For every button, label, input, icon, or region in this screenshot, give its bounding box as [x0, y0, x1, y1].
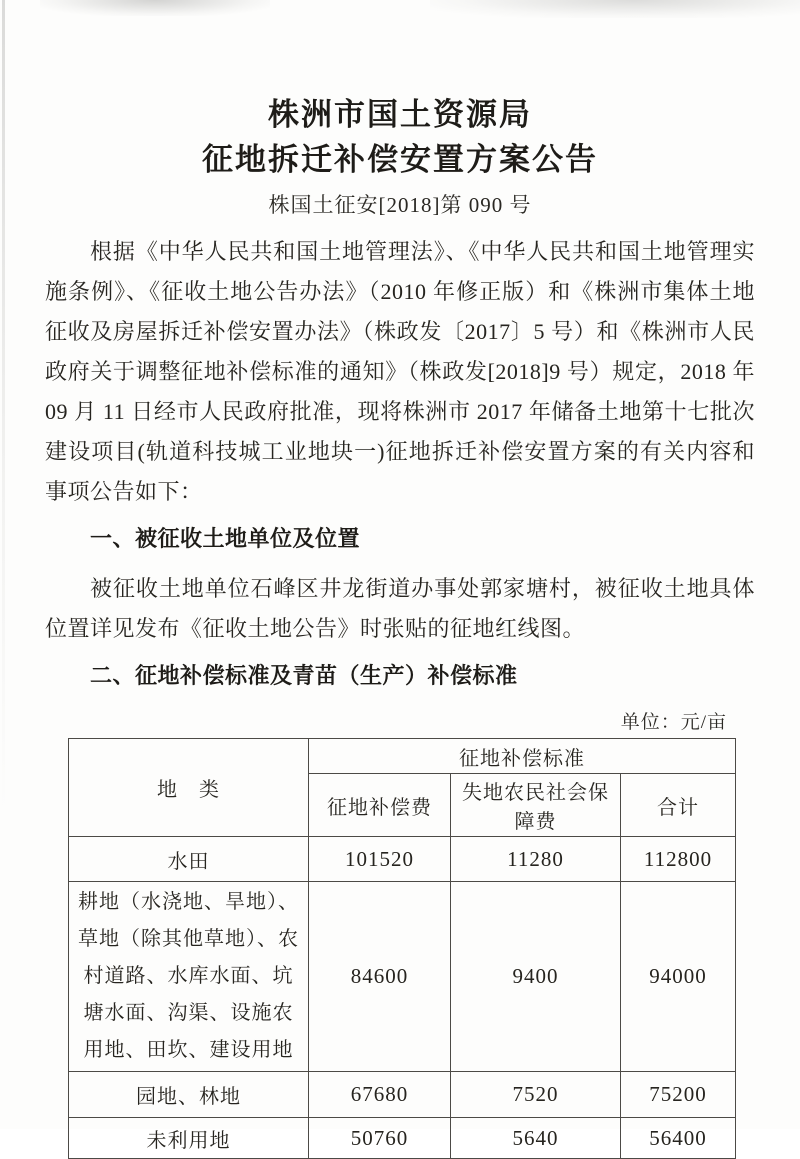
cell-social-security: 5640	[451, 1118, 621, 1159]
cell-land-type: 园地、林地	[69, 1072, 309, 1118]
cell-social-security: 11280	[451, 837, 621, 882]
section2-heading: 二、征地补偿标准及青苗（生产）补偿标准	[90, 663, 518, 688]
cell-land-type: 水田	[69, 837, 309, 882]
table-row-garden-forest	[69, 1072, 736, 1118]
cell-compensation: 67680	[309, 1072, 451, 1118]
title-block	[45, 92, 755, 222]
table-header-total: 合计	[621, 774, 736, 837]
cell-compensation: 101520	[309, 837, 451, 882]
compensation-standards-table	[68, 738, 736, 1159]
cell-social-security: 7520	[451, 1072, 621, 1118]
table-row-unused-land	[69, 1118, 736, 1159]
table-row-paddy-field	[69, 837, 736, 882]
table-header-row-1	[69, 739, 736, 774]
document-number: 株国土征安[2018]第 090 号	[268, 193, 532, 217]
cell-social-security: 9400	[451, 882, 621, 1072]
table-header-compensation: 征地补偿费	[309, 774, 451, 837]
table-header-group: 征地补偿标准	[309, 739, 736, 774]
table-header-land-type: 地 类	[69, 739, 309, 837]
cell-total: 75200	[621, 1072, 736, 1118]
document-title-line1: 株洲市国土资源局	[268, 97, 532, 132]
cell-compensation: 84600	[309, 882, 451, 1072]
table-row-arable-land	[69, 882, 736, 1072]
table-unit-label: 单位：元/亩	[620, 712, 727, 733]
section1-heading: 一、被征收土地单位及位置	[90, 526, 361, 551]
scan-smudge-top-left	[40, 0, 270, 16]
scan-smudge-top-right	[430, 0, 800, 18]
scan-edge-line	[2, 0, 5, 813]
cell-land-type: 未利用地	[69, 1118, 309, 1159]
cell-total: 94000	[621, 882, 736, 1072]
document-title-line2: 征地拆迁补偿安置方案公告	[202, 142, 598, 177]
cell-total: 56400	[621, 1118, 736, 1159]
intro-paragraph: 根据《中华人民共和国土地管理法》、《中华人民共和国土地管理实施条例》、《征收土地公告办法》（2010 年修正版）和《株洲市集体土地征收及房屋拆迁补偿安置办法》（株政发〔2017〕5 号）和《株洲市人民政府关于调整征地补偿标准的通知》（株政发[2018]9 号）规定，2018 年 09 月 11 日经市人民政府批准，现将株洲市 2017 年储备土地第十七批次建设项目(轨道科技城工业地块一)征地拆迁补偿安置方案的有关内容和事项公告如下：	[45, 239, 755, 504]
cell-total: 112800	[621, 837, 736, 882]
section1-paragraph: 被征收土地单位石峰区井龙街道办事处郭家塘村，被征收土地具体位置详见发布《征收土地公告》时张贴的征地红线图。	[45, 576, 755, 641]
table-header-social-security: 失地农民社会保障费	[451, 774, 621, 837]
cell-land-type: 耕地（水浇地、旱地）、草地（除其他草地）、农村道路、水库水面、坑塘水面、沟渠、设施农用地、田坎、建设用地	[69, 882, 309, 1072]
cell-compensation: 50760	[309, 1118, 451, 1159]
